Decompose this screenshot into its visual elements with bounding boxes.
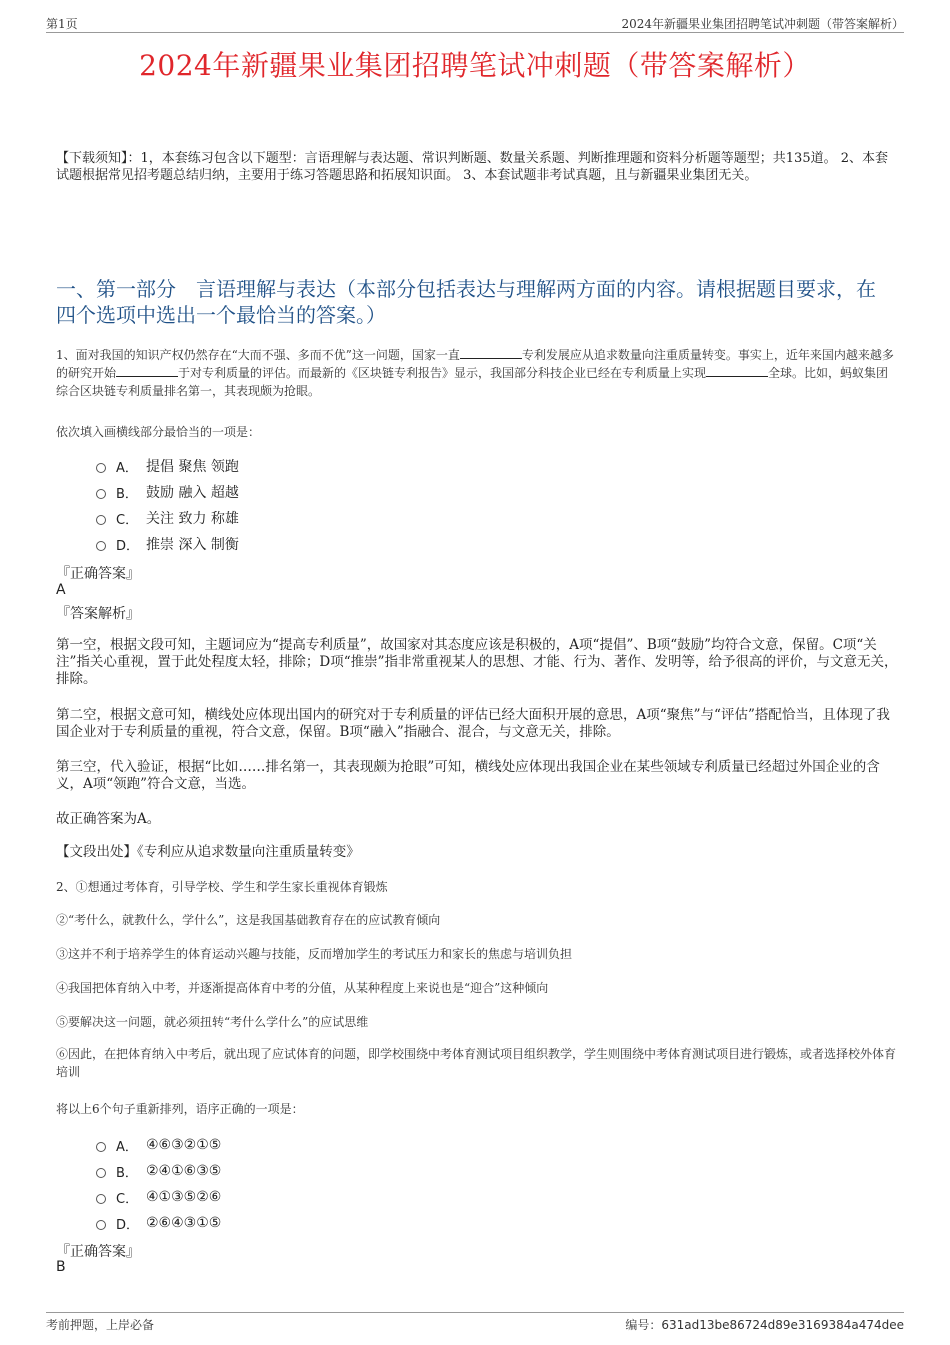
q2-option-c[interactable]: C． ④①③⑤②⑥	[96, 1184, 221, 1210]
page-number: 第1页	[46, 17, 78, 31]
q1-text-part-2: 专利发展应从追求数量向注重质量转变。事实上，近年来国内越来越多的研究开始	[56, 348, 894, 380]
blank-3	[706, 364, 768, 377]
question-2-options	[96, 1132, 221, 1236]
radio-icon[interactable]	[96, 541, 106, 551]
q2-option-d[interactable]: D． ②⑥④③①⑤	[96, 1210, 221, 1236]
header-doc-title: 2024年新疆果业集团招聘笔试冲刺题（带答案解析）	[621, 17, 904, 31]
page-footer	[46, 1312, 904, 1333]
question-1-text	[56, 346, 898, 400]
question-1-prompt: 依次填入画横线部分最恰当的一项是：	[56, 425, 261, 439]
document-title: 2024年新疆果业集团招聘笔试冲刺题（带答案解析）	[139, 49, 811, 82]
blank-1	[460, 346, 522, 359]
radio-icon[interactable]	[96, 1168, 106, 1178]
q1-text-part-1: 1、面对我国的知识产权仍然存在“大而不强、多而不优”这一问题，国家一直	[56, 348, 460, 362]
q1-text-part-3: 于对专利质量的评估。而最新的《区块链专利报告》显示，我国部分科技企业已经在专利质量上实现	[178, 366, 707, 380]
question-1-options	[96, 453, 239, 557]
radio-icon[interactable]	[96, 1220, 106, 1230]
q1-analysis-para-4: 故正确答案为A。	[56, 811, 161, 827]
q1-answer-label: 『正确答案』	[56, 566, 140, 582]
radio-icon[interactable]	[96, 463, 106, 473]
radio-icon[interactable]	[96, 1142, 106, 1152]
download-notice: 【下载须知】：1，本套练习包含以下题型：言语理解与表达题、常识判断题、数量关系题、判断推理题和资料分析题等题型；共135道。 2、本套试题根据常见招考题总结归纳，主要用于练习答题思路和拓展知识面。 3、本套试题非考试真题，且与新疆果业集团无关。	[56, 151, 888, 183]
question-2-prompt: 将以上6个句子重新排列，语序正确的一项是：	[56, 1102, 304, 1116]
radio-icon[interactable]	[96, 489, 106, 499]
q1-analysis-label: 『答案解析』	[56, 606, 140, 622]
page-header	[46, 14, 904, 33]
q2-sentence-1: 2、①想通过考体育，引导学校、学生和学生家长重视体育锻炼	[56, 880, 388, 894]
q2-option-b[interactable]: B． ②④①⑥③⑤	[96, 1158, 221, 1184]
q2-sentence-6: ⑥因此，在把体育纳入中考后，就出现了应试体育的问题，即学校围绕中考体育测试项目组织教学，学生则围绕中考体育测试项目进行锻炼，或者选择校外体育培训	[56, 1047, 897, 1079]
q2-sentence-4: ④我国把体育纳入中考，并逐渐提高体育中考的分值，从某种程度上来说也是“迎合”这种倾向	[56, 981, 549, 995]
blank-2	[116, 364, 178, 377]
q2-sentence-5: ⑤要解决这一问题，就必须扭转“考什么学什么”的应试思维	[56, 1015, 369, 1029]
footer-code: 编号：631ad13be86724d89e3169384a474dee	[625, 1318, 904, 1332]
section-title: 一、第一部分 言语理解与表达（本部分包括表达与理解两方面的内容。请根据题目要求，在四个选项中选出一个最恰当的答案。）	[56, 277, 876, 327]
q2-option-a[interactable]: A． ④⑥③②①⑤	[96, 1132, 221, 1158]
q1-analysis-para-1: 第一空，根据文段可知，主题词应为“提高专利质量”，故国家对其态度应该是积极的，A项“提倡”、B项“鼓励”均符合文意，保留。C项“关注”指关心重视，置于此处程度太轻，排除；D项“推崇”指非常重视某人的思想、才能、行为、著作、发明等，给予很高的评价，与文意无关，排除。	[56, 637, 898, 687]
q1-analysis-para-3: 第三空，代入验证，根据“比如……排名第一，其表现颇为抢眼”可知，横线处应体现出我国企业在某些领域专利质量已经超过外国企业的含义，A项“领跑”符合文意，当选。	[56, 759, 880, 792]
footer-slogan: 考前押题，上岸必备	[46, 1318, 155, 1332]
q2-sentence-2: ②“考什么，就教什么，学什么”，这是我国基础教育存在的应试教育倾向	[56, 913, 441, 927]
q1-answer: A	[56, 582, 66, 598]
q1-analysis-para-2: 第二空，根据文意可知，横线处应体现出国内的研究对于专利质量的评估已经大面积开展的意思，A项“聚焦”与“评估”搭配恰当，且体现了我国企业对于专利质量的重视，符合文意，保留。B项“融入”指融合、混合，与文意无关，排除。	[56, 707, 890, 740]
q2-sentence-3: ③这并不利于培养学生的体育运动兴趣与技能，反而增加学生的考试压力和家长的焦虑与培训负担	[56, 947, 573, 961]
radio-icon[interactable]	[96, 515, 106, 525]
q1-option-b[interactable]: B． 鼓励 融入 超越	[96, 479, 239, 505]
q1-option-c[interactable]: C． 关注 致力 称雄	[96, 505, 239, 531]
q1-option-a[interactable]: A． 提倡 聚焦 领跑	[96, 453, 239, 479]
q1-source: 【文段出处】《专利应从追求数量向注重质量转变》	[56, 844, 360, 860]
q2-answer-label: 『正确答案』	[56, 1244, 140, 1260]
radio-icon[interactable]	[96, 1194, 106, 1204]
q1-text-part-4: 全球。比如，蚂蚁集团综合区块链专利质量排名第一，其表现颇为抢眼。	[56, 366, 889, 398]
q2-answer: B	[56, 1259, 66, 1275]
q1-option-d[interactable]: D． 推崇 深入 制衡	[96, 531, 239, 557]
